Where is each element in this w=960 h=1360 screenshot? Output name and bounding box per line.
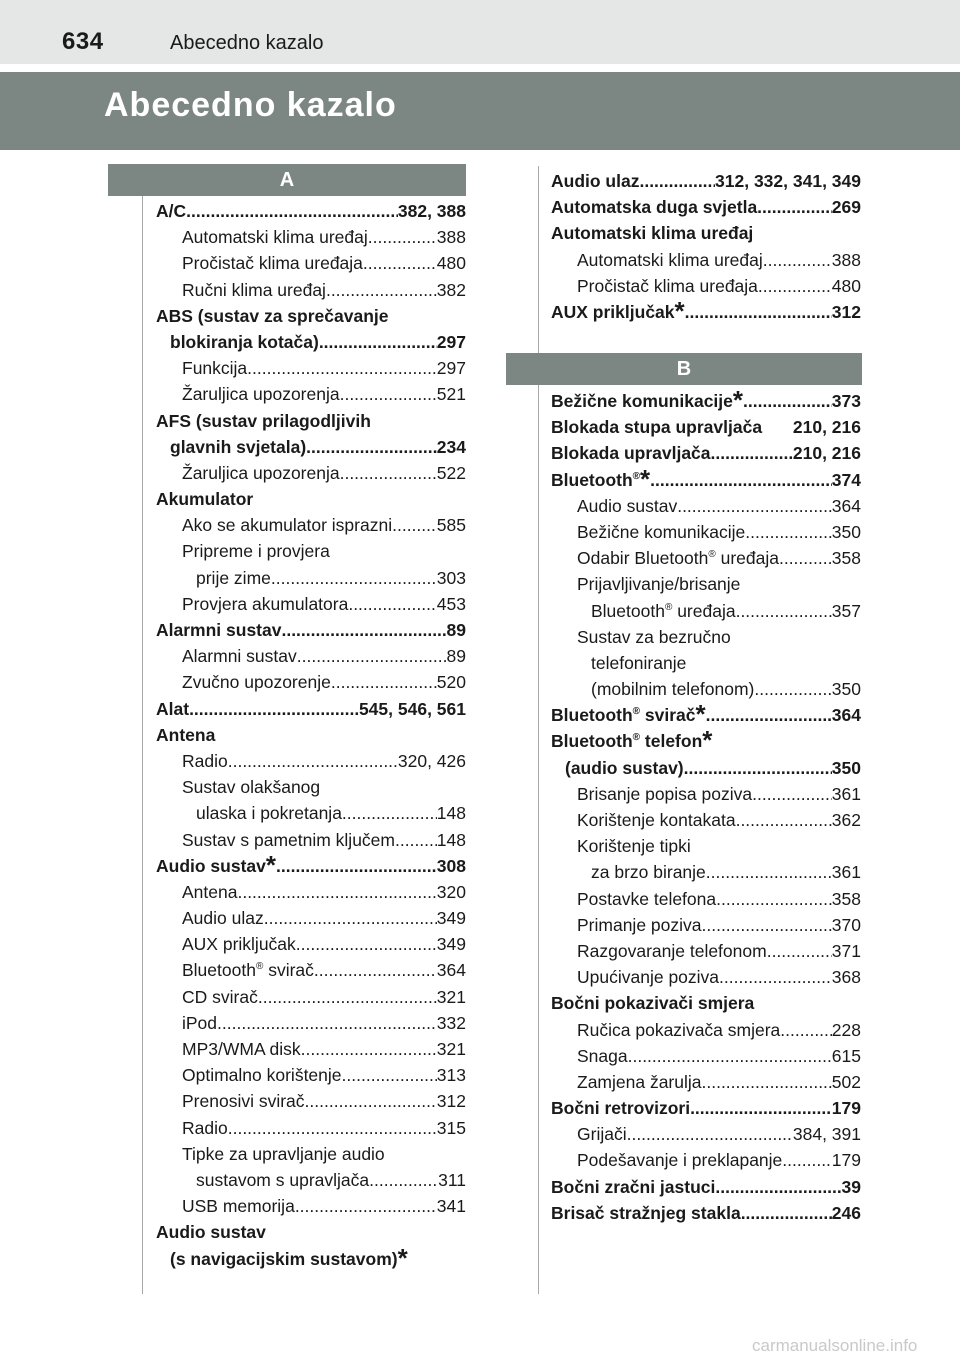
index-entry — [551, 833, 861, 859]
index-entry-term: Primanje poziva — [577, 914, 702, 935]
index-entry-page: 349 — [436, 934, 466, 955]
index-entry-page: 89 — [446, 646, 466, 667]
index-entry-term: Audio sustav — [577, 495, 678, 516]
running-title: Abecedno kazalo — [170, 32, 324, 54]
index-entry-term: Provjera akumulatora — [182, 593, 349, 614]
dot-leader — [752, 781, 832, 807]
index-entry — [551, 624, 861, 650]
dot-leader — [348, 591, 436, 617]
index-entry-term: Optimalno korištenje — [182, 1065, 342, 1086]
dot-leader — [296, 931, 437, 957]
index-entry-page: 89 — [446, 620, 466, 640]
dot-leader — [715, 1174, 841, 1200]
index-entry — [156, 905, 466, 931]
index-entry-term: (s navigacijskim sustavom)* — [170, 1242, 408, 1273]
watermark: carmanualsonline.info — [752, 1336, 918, 1355]
dot-leader — [319, 329, 437, 355]
index-entry-page: 585 — [436, 515, 466, 536]
index-entry — [156, 748, 466, 774]
index-entry-page: 148 — [436, 829, 466, 850]
index-entry-page: 269 — [831, 197, 861, 218]
index-column-left — [156, 198, 466, 1272]
dot-leader — [711, 440, 793, 466]
index-entry-page: 388 — [831, 249, 861, 270]
index-entry-page: 297 — [436, 358, 466, 379]
index-entry-page: 368 — [831, 967, 861, 988]
index-entry — [551, 1174, 861, 1200]
index-entry — [551, 650, 861, 676]
dot-leader — [706, 702, 832, 728]
section-header-b: B — [506, 353, 862, 385]
dot-leader — [702, 912, 832, 938]
index-entry-page: 364 — [436, 960, 466, 981]
dot-leader — [763, 247, 832, 273]
index-entry-term: Pripreme i provjera — [182, 541, 330, 562]
index-entry-page: 388 — [436, 227, 466, 248]
index-entry — [156, 669, 466, 695]
index-entry-page: 361 — [831, 862, 861, 883]
index-entry-term: sustavom s upravljača — [196, 1169, 370, 1190]
index-entry-term: Postavke telefona — [577, 888, 717, 909]
index-entry-page: 297 — [436, 331, 466, 352]
index-entry — [156, 250, 466, 276]
index-column-right-b — [551, 385, 861, 1226]
dot-leader — [264, 905, 437, 931]
index-entry — [551, 1043, 861, 1069]
dot-leader — [767, 938, 832, 964]
index-entry-page: 350 — [831, 679, 861, 700]
index-entry — [156, 277, 466, 303]
index-entry — [551, 168, 861, 194]
index-entry-term: Bluetooth®* — [551, 463, 651, 494]
index-entry-term: Bočni zračni jastuci — [551, 1176, 716, 1197]
index-entry-page: 364 — [831, 495, 861, 516]
index-entry — [551, 385, 861, 415]
index-entry-term: Odabir Bluetooth® uređaja — [577, 548, 779, 569]
index-entry-term: Antena — [182, 881, 238, 902]
index-entry-term: Audio sustav* — [156, 849, 277, 880]
dot-leader — [186, 198, 398, 224]
index-entry-term: Snaga — [577, 1045, 628, 1066]
page-number: 634 — [62, 28, 104, 55]
index-entry — [156, 408, 466, 434]
index-entry-term: Audio ulaz — [182, 908, 264, 929]
dot-leader — [758, 273, 832, 299]
dot-leader — [741, 1200, 832, 1226]
dot-leader — [745, 519, 832, 545]
section-header-a: A — [108, 164, 466, 196]
index-entry — [551, 859, 861, 885]
index-entry-term: ulaska i pokretanja — [196, 803, 342, 824]
index-entry — [156, 827, 466, 853]
index-entry-page: 332 — [436, 1012, 466, 1033]
index-entry — [156, 696, 466, 722]
index-entry — [156, 800, 466, 826]
index-entry-page: 364 — [831, 705, 861, 726]
index-entry-page: 382, 388 — [397, 201, 466, 221]
dot-leader — [326, 277, 437, 303]
index-entry — [551, 912, 861, 938]
index-entry — [156, 931, 466, 957]
index-entry-page: 545, 546, 561 — [358, 698, 466, 719]
index-entry — [551, 273, 861, 299]
index-entry-page: 480 — [831, 275, 861, 296]
index-entry-term: Brisanje popisa poziva — [577, 783, 753, 804]
index-entry — [551, 781, 861, 807]
index-entry-term: Automatski klima uređaj — [182, 227, 368, 248]
index-entry-term: Funkcija — [182, 358, 248, 379]
index-entry-term: Bluetooth® telefon* — [551, 725, 713, 756]
index-entry-term: AFS (sustav prilagodljivih — [156, 410, 371, 431]
index-entry — [551, 1095, 861, 1121]
index-entry-term: blokiranja kotača) — [170, 331, 319, 352]
dot-leader — [716, 886, 832, 912]
index-entry-page: 382 — [436, 279, 466, 300]
dot-leader — [247, 355, 437, 381]
index-entry-page: 315 — [436, 1117, 466, 1138]
dot-leader — [305, 1088, 437, 1114]
index-entry — [156, 957, 466, 983]
index-entry-term: Grijači — [577, 1124, 627, 1145]
index-entry-term: Bočni retrovizori — [551, 1098, 691, 1119]
dot-leader — [779, 545, 832, 571]
index-entry-term: Blokada upravljača — [551, 443, 711, 464]
index-entry-page: 320, 426 — [397, 750, 466, 771]
dot-leader — [306, 434, 437, 460]
index-entry-page: 313 — [436, 1065, 466, 1086]
index-entry-page: 246 — [831, 1202, 861, 1223]
index-entry — [156, 722, 466, 748]
index-entry-term: Ako se akumulator isprazni — [182, 515, 393, 536]
index-entry-page: 358 — [831, 888, 861, 909]
index-entry — [551, 598, 861, 624]
index-entry-page: 615 — [831, 1045, 861, 1066]
dot-leader — [782, 1147, 832, 1173]
dot-leader — [295, 1193, 437, 1219]
dot-leader — [228, 748, 398, 774]
dot-leader — [702, 1069, 832, 1095]
index-entry — [156, 538, 466, 564]
right-column-rule — [538, 166, 539, 1294]
index-entry — [551, 571, 861, 597]
index-entry — [156, 1242, 466, 1273]
index-entry-page: 370 — [831, 914, 861, 935]
index-entry — [551, 807, 861, 833]
index-entry — [551, 440, 861, 466]
index-entry — [156, 1036, 466, 1062]
index-entry — [551, 463, 861, 494]
index-entry-page: 522 — [436, 462, 466, 483]
dot-leader — [363, 250, 437, 276]
dot-leader — [395, 827, 437, 853]
index-entry-page: 312 — [436, 1091, 466, 1112]
index-entry — [156, 355, 466, 381]
dot-leader — [754, 676, 831, 702]
index-entry-page: 349 — [436, 908, 466, 929]
index-entry-term: telefoniranje — [591, 652, 687, 673]
dot-leader — [690, 1095, 832, 1121]
index-entry-term: Prijavljivanje/brisanje — [577, 574, 741, 595]
index-entry — [156, 591, 466, 617]
index-entry-page: 179 — [831, 1098, 861, 1119]
index-entry-page: 234 — [436, 436, 466, 457]
index-entry-term: Radio — [182, 750, 228, 771]
index-entry-term: Alarmni sustav — [182, 646, 297, 667]
dot-leader — [331, 669, 437, 695]
index-entry — [551, 295, 861, 326]
index-entry — [156, 879, 466, 905]
index-entry-term: Automatski klima uređaj — [551, 223, 754, 244]
index-entry-page: 303 — [436, 567, 466, 588]
index-entry-term: CD svirač — [182, 986, 258, 1007]
index-entry-term: Upućivanje poziva — [577, 967, 720, 988]
index-entry — [156, 1062, 466, 1088]
index-entry-term: A/C — [156, 201, 187, 221]
dot-leader — [736, 598, 832, 624]
dot-leader — [627, 1121, 793, 1147]
index-entry-term: Audio ulaz — [551, 171, 640, 191]
dot-leader — [685, 299, 832, 325]
index-entry — [156, 512, 466, 538]
dot-leader — [650, 467, 832, 493]
index-entry-page: 357 — [831, 600, 861, 621]
index-entry-term: Alarmni sustav — [156, 620, 282, 640]
index-entry-term: Sustav olakšanog — [182, 777, 321, 798]
index-entry — [551, 1147, 861, 1173]
index-entry — [551, 1121, 861, 1147]
index-entry-term: Automatska duga svjetla — [551, 197, 758, 218]
index-entry — [156, 303, 466, 329]
index-entry — [551, 493, 861, 519]
dot-leader — [281, 617, 446, 643]
index-entry-term: Žaruljica upozorenja — [182, 462, 340, 483]
index-entry-page: 384, 391 — [792, 1124, 861, 1145]
index-entry-page: 350 — [831, 521, 861, 542]
index-entry-term: (audio sustav) — [565, 757, 684, 778]
index-entry — [156, 1167, 466, 1193]
index-entry-term: Korištenje tipki — [577, 836, 691, 857]
index-entry — [551, 938, 861, 964]
index-entry-term: USB memorija — [182, 1196, 295, 1217]
index-entry-page: 320 — [436, 881, 466, 902]
dot-leader — [340, 381, 437, 407]
index-entry-term: AUX priključak* — [551, 295, 685, 326]
index-entry-term: Bluetooth® svirač* — [551, 699, 706, 730]
dot-leader — [392, 512, 437, 538]
dot-leader — [189, 696, 359, 722]
index-entry — [156, 329, 466, 355]
index-entry-term: Razgovaranje telefonom — [577, 940, 767, 961]
index-entry — [551, 886, 861, 912]
index-entry-page: 502 — [831, 1071, 861, 1092]
index-entry-term: prije zime — [196, 567, 271, 588]
dot-leader — [228, 1115, 437, 1141]
index-entry — [156, 1088, 466, 1114]
index-entry — [551, 220, 861, 246]
index-column-right-top — [551, 168, 861, 325]
index-entry-term: ABS (sustav za sprečavanje — [156, 305, 389, 326]
index-entry-term: Zamjena žarulja — [577, 1071, 702, 1092]
index-entry — [551, 519, 861, 545]
index-entry — [551, 964, 861, 990]
index-entry-term: Ručni klima uređaj — [182, 279, 326, 300]
index-entry-page: 321 — [436, 1039, 466, 1059]
index-entry — [551, 545, 861, 571]
index-entry — [551, 755, 861, 781]
index-entry-page: 520 — [436, 672, 466, 693]
dot-leader — [271, 565, 437, 591]
index-entry-page: 312, 332, 341, 349 — [715, 171, 861, 191]
index-entry-page: 361 — [831, 783, 861, 804]
index-entry-term: AUX priključak — [182, 934, 296, 955]
index-entry-page: 321 — [436, 986, 466, 1007]
index-entry-term: Pročistač klima uređaja — [577, 275, 758, 296]
chapter-title: Abecedno kazalo — [104, 86, 397, 124]
index-entry-term: Korištenje kontakata — [577, 810, 736, 830]
dot-leader — [684, 755, 832, 781]
index-entry-page: 358 — [831, 548, 861, 569]
index-entry-page: 210, 216 — [792, 417, 861, 438]
index-entry-term: Brisač stražnjeg stakla — [551, 1202, 741, 1223]
index-entry-term: iPod — [182, 1012, 218, 1033]
dot-leader — [706, 859, 832, 885]
index-entry-page: 374 — [831, 469, 861, 490]
index-entry-term: Bluetooth® svirač — [182, 960, 314, 981]
index-entry-term: glavnih svjetala) — [170, 436, 307, 457]
index-entry — [156, 1193, 466, 1219]
index-entry-term: Zvučno upozorenje — [182, 672, 331, 693]
index-entry-page: 312 — [831, 301, 861, 322]
dot-leader — [237, 879, 436, 905]
dot-leader — [369, 1167, 438, 1193]
index-entry-term: Antena — [156, 724, 216, 745]
index-entry-page: 373 — [831, 391, 861, 411]
dot-leader — [639, 168, 715, 194]
index-entry — [156, 198, 466, 224]
dot-leader — [743, 388, 832, 414]
dot-leader — [628, 1043, 832, 1069]
index-entry-term: Audio sustav — [156, 1222, 266, 1243]
index-entry-term: Podešavanje i preklapanje — [577, 1150, 783, 1171]
index-entry — [156, 1115, 466, 1141]
index-entry — [156, 643, 466, 669]
index-entry-page: 480 — [436, 253, 466, 274]
index-entry-page: 371 — [831, 940, 861, 961]
index-entry-page: 341 — [436, 1196, 466, 1217]
dot-leader — [217, 1010, 437, 1036]
index-entry-term: Blokada stupa upravljača — [551, 417, 763, 438]
index-entry — [551, 990, 861, 1016]
index-entry-page: 350 — [831, 757, 861, 778]
index-entry — [156, 984, 466, 1010]
dot-leader — [301, 1036, 437, 1062]
index-entry-term: Bočni pokazivači smjera — [551, 993, 755, 1014]
index-entry-term: Žaruljica upozorenja — [182, 384, 340, 405]
dot-leader — [297, 643, 447, 669]
index-entry — [156, 460, 466, 486]
index-entry — [156, 1141, 466, 1167]
index-entry — [551, 676, 861, 702]
index-entry-page: 39 — [841, 1176, 861, 1197]
index-entry — [551, 1069, 861, 1095]
dot-leader — [780, 1017, 832, 1043]
index-entry-term: Bluetooth® uređaja — [591, 600, 736, 621]
dot-leader — [719, 964, 832, 990]
index-entry-page: 453 — [436, 593, 466, 614]
dot-leader — [368, 224, 437, 250]
index-entry-term: MP3/WMA disk — [182, 1039, 301, 1059]
left-column-rule — [142, 194, 143, 1294]
index-entry — [156, 486, 466, 512]
dot-leader — [736, 807, 832, 833]
index-entry-page: 228 — [831, 1019, 861, 1040]
index-entry — [156, 224, 466, 250]
index-entry — [156, 774, 466, 800]
index-entry-term: Prenosivi svirač — [182, 1091, 305, 1112]
index-entry-term: Pročistač klima uređaja — [182, 253, 363, 274]
index-entry-page: 311 — [438, 1169, 466, 1190]
index-entry — [156, 1010, 466, 1036]
index-entry — [551, 247, 861, 273]
index-entry — [156, 1219, 466, 1245]
index-entry-term: za brzo biranje — [591, 862, 706, 883]
index-entry — [156, 381, 466, 407]
dot-leader — [314, 957, 437, 983]
index-entry — [156, 565, 466, 591]
dot-leader — [340, 460, 437, 486]
index-entry-page: 521 — [436, 384, 466, 405]
index-entry-term: Sustav s pametnim ključem — [182, 829, 395, 850]
index-entry-term: Akumulator — [156, 489, 254, 510]
index-entry-term: Alat — [156, 698, 190, 719]
index-entry-term: Tipke za upravljanje audio — [182, 1143, 385, 1164]
index-entry — [551, 414, 861, 440]
index-entry-term: Sustav za bezručno — [577, 626, 731, 647]
index-entry-term: Bežične komunikacije* — [551, 385, 744, 415]
dot-leader — [757, 194, 832, 220]
dot-leader — [276, 853, 437, 879]
index-entry-page: 179 — [831, 1150, 861, 1171]
dot-leader — [342, 800, 437, 826]
index-entry-term: Bežične komunikacije — [577, 521, 746, 542]
dot-leader — [258, 984, 437, 1010]
index-entry — [551, 725, 861, 756]
dot-leader — [342, 1062, 437, 1088]
index-entry-page: 210, 216 — [792, 443, 861, 464]
index-entry — [551, 194, 861, 220]
index-entry-page: 362 — [831, 810, 861, 830]
index-entry — [156, 849, 466, 880]
index-entry-term: Radio — [182, 1117, 228, 1138]
index-entry-term: (mobilnim telefonom) — [591, 679, 755, 700]
index-entry-term: Ručica pokazivača smjera — [577, 1019, 781, 1040]
index-entry — [551, 1017, 861, 1043]
index-entry-page: 148 — [436, 803, 466, 824]
dot-leader — [677, 493, 832, 519]
index-entry — [156, 434, 466, 460]
index-entry — [156, 617, 466, 643]
index-entry — [551, 1200, 861, 1226]
index-entry-term: Automatski klima uređaj — [577, 249, 763, 270]
index-entry-page: 308 — [436, 855, 466, 876]
top-header-bar — [0, 0, 960, 64]
